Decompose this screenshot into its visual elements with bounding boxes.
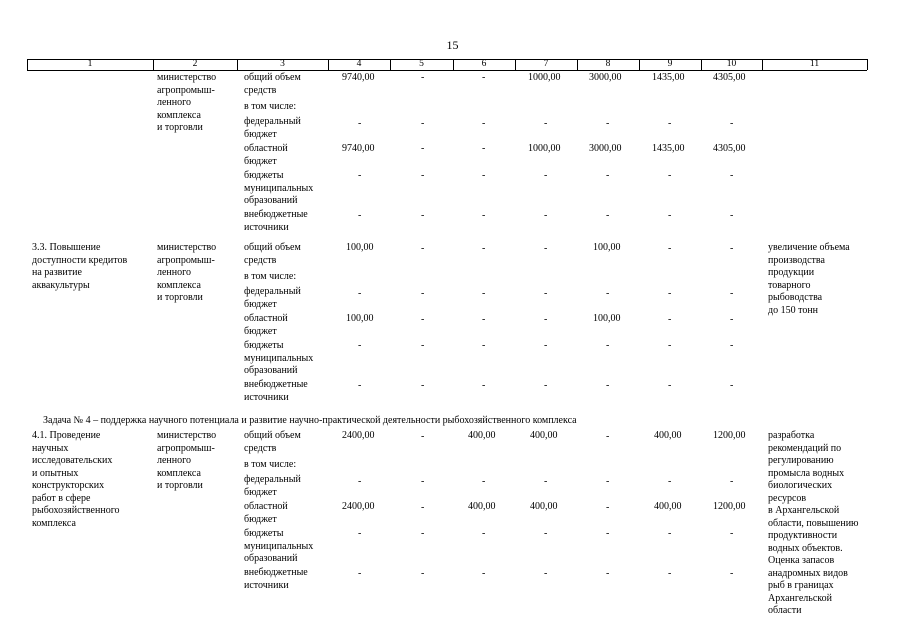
value-cell: - xyxy=(668,243,672,254)
value-cell: 1200,00 xyxy=(713,501,746,512)
column-header: 7 xyxy=(543,59,549,69)
value-cell: - xyxy=(544,476,548,487)
value-cell: - xyxy=(606,170,610,181)
value-cell: - xyxy=(606,431,610,442)
value-cell: - xyxy=(730,288,734,299)
value-cell: - xyxy=(606,118,610,129)
result-cell: увеличение объема производства продукции товарного рыбоводства до 150 тонн xyxy=(768,242,850,316)
value-cell: - xyxy=(544,568,548,579)
value-cell: 400,00 xyxy=(654,430,682,441)
row-label-municipal: бюджеты муниципальных образований xyxy=(244,340,314,376)
value-cell: - xyxy=(421,72,425,83)
value-cell: - xyxy=(421,143,425,154)
row-label-total: общий объем средств xyxy=(244,242,301,266)
value-cell: - xyxy=(358,476,362,487)
value-cell: 400,00 xyxy=(530,501,558,512)
value-cell: 100,00 xyxy=(593,242,621,253)
row-label-municipal: бюджеты муниципальных образований xyxy=(244,170,314,206)
value-cell: - xyxy=(358,118,362,129)
value-cell: - xyxy=(730,568,734,579)
value-cell: 1000,00 xyxy=(528,72,561,83)
value-cell: - xyxy=(421,502,425,513)
value-cell: - xyxy=(544,288,548,299)
row-label-federal: федеральный бюджет xyxy=(244,116,301,140)
value-cell: 2400,00 xyxy=(342,501,375,512)
value-cell: - xyxy=(421,528,425,539)
row-label-total: общий объем средств xyxy=(244,430,301,454)
value-cell: - xyxy=(668,314,672,325)
value-cell: 100,00 xyxy=(346,242,374,253)
value-cell: - xyxy=(668,528,672,539)
value-cell: - xyxy=(544,170,548,181)
value-cell: - xyxy=(730,528,734,539)
value-cell: 3000,00 xyxy=(589,72,622,83)
value-cell: - xyxy=(421,380,425,391)
value-cell: - xyxy=(421,476,425,487)
row-label-municipal: бюджеты муниципальных образований xyxy=(244,528,314,564)
value-cell: - xyxy=(482,314,486,325)
value-cell: 2400,00 xyxy=(342,430,375,441)
value-cell: 400,00 xyxy=(530,430,558,441)
value-cell: 1435,00 xyxy=(652,72,685,83)
column-header: 3 xyxy=(280,59,285,69)
column-header: 1 xyxy=(87,59,93,69)
value-cell: 3000,00 xyxy=(589,143,622,154)
value-cell: 100,00 xyxy=(346,313,374,324)
value-cell: - xyxy=(730,170,734,181)
value-cell: - xyxy=(358,170,362,181)
value-cell: - xyxy=(544,340,548,351)
row-label-regional: областной бюджет xyxy=(244,143,288,167)
value-cell: - xyxy=(358,288,362,299)
row-label-federal: федеральный бюджет xyxy=(244,474,301,498)
value-cell: 400,00 xyxy=(468,430,496,441)
value-cell: - xyxy=(421,170,425,181)
value-cell: - xyxy=(482,568,486,579)
value-cell: - xyxy=(482,528,486,539)
value-cell: 4305,00 xyxy=(713,143,746,154)
row-label-incl: в том числе: xyxy=(244,101,297,112)
value-cell: - xyxy=(482,476,486,487)
value-cell: - xyxy=(668,288,672,299)
row-label-regional: областной бюджет xyxy=(244,501,288,525)
value-cell: - xyxy=(421,210,425,221)
value-cell: - xyxy=(482,210,486,221)
row-label-incl: в том числе: xyxy=(244,271,297,282)
value-cell: - xyxy=(668,118,672,129)
value-cell: - xyxy=(544,380,548,391)
value-cell: 400,00 xyxy=(654,501,682,512)
row-label-federal: федеральный бюджет xyxy=(244,286,301,310)
value-cell: - xyxy=(668,476,672,487)
value-cell: - xyxy=(730,314,734,325)
value-cell: - xyxy=(421,118,425,129)
value-cell: - xyxy=(730,476,734,487)
value-cell: - xyxy=(544,314,548,325)
value-cell: - xyxy=(668,170,672,181)
value-cell: - xyxy=(358,340,362,351)
value-cell: - xyxy=(730,243,734,254)
value-cell: 1000,00 xyxy=(528,143,561,154)
column-header: 11 xyxy=(809,59,820,69)
header-divider xyxy=(867,59,868,70)
value-cell: - xyxy=(482,118,486,129)
value-cell: - xyxy=(730,380,734,391)
value-cell: 1435,00 xyxy=(652,143,685,154)
value-cell: - xyxy=(421,340,425,351)
value-cell: - xyxy=(668,210,672,221)
executor-cell: министерство агропромыш- ленного комплекса и торговли xyxy=(157,72,217,133)
value-cell: - xyxy=(482,243,486,254)
value-cell: - xyxy=(482,288,486,299)
row-label-incl: в том числе: xyxy=(244,459,297,470)
value-cell: - xyxy=(358,528,362,539)
task-heading: Задача № 4 – поддержка научного потенциала и развитие научно-практической деятельности рыбохозяйственного комплекса xyxy=(43,415,577,426)
value-cell: - xyxy=(421,431,425,442)
value-cell: - xyxy=(544,243,548,254)
column-header: 8 xyxy=(605,59,611,69)
value-cell: - xyxy=(358,210,362,221)
value-cell: - xyxy=(482,340,486,351)
value-cell: - xyxy=(606,476,610,487)
column-header: 9 xyxy=(667,59,673,69)
value-cell: - xyxy=(606,528,610,539)
value-cell: - xyxy=(668,380,672,391)
row-label-regional: областной бюджет xyxy=(244,313,288,337)
row-label-total: общий объем средств xyxy=(244,72,301,96)
value-cell: - xyxy=(544,210,548,221)
value-cell: - xyxy=(482,170,486,181)
header-bottom-border xyxy=(27,70,867,71)
value-cell: - xyxy=(606,568,610,579)
value-cell: - xyxy=(544,528,548,539)
value-cell: 100,00 xyxy=(593,313,621,324)
value-cell: - xyxy=(421,568,425,579)
activity-name: 3.3. Повышение доступности кредитов на развитие аквакультуры xyxy=(32,242,128,291)
column-header: 6 xyxy=(481,59,487,69)
activity-name: 4.1. Проведение научных исследовательских и опытных конструкторских работ в сфере рыбохозяйственного комплекса xyxy=(32,430,120,529)
column-header: 4 xyxy=(356,59,362,69)
value-cell: - xyxy=(606,502,610,513)
value-cell: - xyxy=(421,288,425,299)
value-cell: - xyxy=(358,380,362,391)
value-cell: 400,00 xyxy=(468,501,496,512)
page-number: 15 xyxy=(446,38,459,52)
value-cell: - xyxy=(606,210,610,221)
row-label-extra: внебюджетные источники xyxy=(244,209,308,233)
value-cell: - xyxy=(668,568,672,579)
value-cell: - xyxy=(730,340,734,351)
value-cell: 4305,00 xyxy=(713,72,746,83)
value-cell: - xyxy=(482,72,486,83)
value-cell: - xyxy=(358,568,362,579)
value-cell: - xyxy=(482,143,486,154)
value-cell: 1200,00 xyxy=(713,430,746,441)
row-label-extra: внебюджетные источники xyxy=(244,567,308,591)
value-cell: - xyxy=(668,340,672,351)
value-cell: - xyxy=(606,340,610,351)
column-header: 10 xyxy=(726,59,737,69)
value-cell: - xyxy=(730,118,734,129)
value-cell: - xyxy=(421,243,425,254)
result-cell: разработка рекомендаций по регулированию промысла водных биологических ресурсов в Архангельской области, повышению продуктивности водных объектов. Оценка запасов анадромных видов рыб в границах Архангельской области xyxy=(768,430,859,616)
executor-cell: министерство агропромыш- ленного комплекса и торговли xyxy=(157,242,217,303)
column-header: 2 xyxy=(192,59,198,69)
column-header: 5 xyxy=(419,59,424,69)
value-cell: - xyxy=(482,380,486,391)
value-cell: - xyxy=(606,288,610,299)
value-cell: - xyxy=(544,118,548,129)
executor-cell: министерство агропромыш- ленного комплекса и торговли xyxy=(157,430,217,491)
value-cell: - xyxy=(421,314,425,325)
row-label-extra: внебюджетные источники xyxy=(244,379,308,403)
value-cell: 9740,00 xyxy=(342,143,375,154)
value-cell: - xyxy=(730,210,734,221)
value-cell: - xyxy=(606,380,610,391)
value-cell: 9740,00 xyxy=(342,72,375,83)
